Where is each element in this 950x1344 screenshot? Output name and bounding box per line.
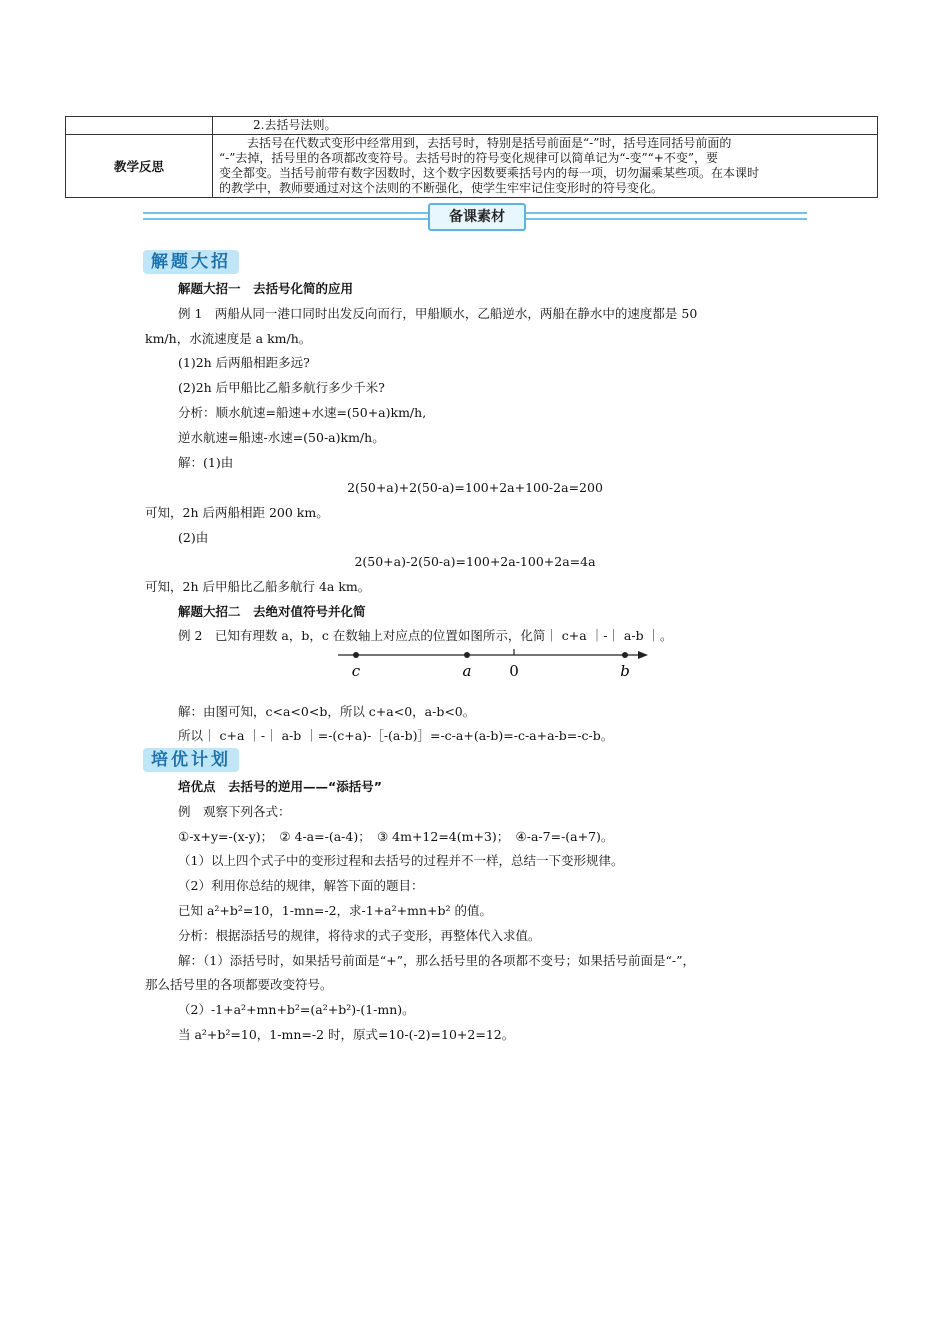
question2: (2)2h 后甲船比乙船多航行多少千米? [178,380,385,395]
analysis-line2: 逆水航速=船速-水速=(50-a)km/h。 [178,430,385,445]
advanced-question1: （1）以上四个式子中的变形过程和去括号的过程并不一样，总结一下变形规律。 [178,853,624,868]
result2: 可知，2h 后甲船比乙船多航行 4a km。 [145,579,371,594]
advanced-example: 例 观察下列各式： [178,804,291,819]
solution3: 解：由图可知，c<a<0<b，所以 c+a<0，a-b<0。 [178,704,476,719]
reflection-label: 教学反思 [66,135,213,198]
banner-title: 备课素材 [428,203,526,231]
equation1: 2(50+a)+2(50-a)=100+2a+100-2a=200 [347,480,603,495]
advanced-solution1: 解：（1）添括号时，如果括号前面是“+”，那么括号里的各项都不变号；如果括号前面是“-”， [178,953,695,968]
section-tag-tips: 解题大招 [143,250,239,274]
table-row1-text: 2.去括号法则。 [213,117,878,135]
solution1-intro: 解：(1)由 [178,455,234,470]
method1-title: 解题大招一 去括号化简的应用 [178,281,354,296]
advanced-solution2: 那么括号里的各项都要改变符号。 [145,977,333,992]
reflection-table [65,116,878,198]
example1-line2: km/h，水流速度是 a km/h。 [145,331,312,346]
point-a [464,652,470,658]
advanced-question2: （2）利用你总结的规律，解答下面的题目： [178,878,424,893]
advanced-items: ①-x+y=-(x-y)； ② 4-a=-(a-4)； ③ 4m+12=4(m+3)； ④-a-7=-(a+7)。 [178,829,614,844]
example1-line1: 例 1 两船从同一港口同时出发反向而行，甲船顺水，乙船逆水，两船在静水中的速度都是 50 [178,306,698,321]
solution4: 所以｜ c+a ｜-｜ a-b ｜=-(c+a)-［-(a-b)］=-c-a+(a-b)=-c-a+a-b=-c-b。 [178,728,614,743]
method2-title: 解题大招二 去绝对值符号并化简 [178,604,366,619]
advanced-solution4: 当 a²+b²=10，1-mn=-2 时，原式=10-(-2)=10+2=12。 [178,1027,515,1042]
point-b [622,652,628,658]
advanced-given: 已知 a²+b²=10，1-mn=-2，求-1+a²+mn+b² 的值。 [178,903,492,918]
solution2-intro: (2)由 [178,530,209,545]
axis-arrow [638,651,648,659]
reflection-text: 去括号在代数式变形中经常用到，去括号时，特别是括号前面是“-”时，括号连同括号前面的 “-”去掉，括号里的各项都改变符号。去括号时的符号变化规律可以简单记为“-变”“+不变”，要 变全都变。当括号前带有数字因数时，这个数字因数要乘括号内的每一项，切勿漏乘某些项。在本课时 的教学中，教师要通过对这个法则的不断强化，使学生牢牢记住变形时的符号变化。 [213,135,878,198]
advanced-solution3: （2）-1+a²+mn+b²=(a²+b²)-(1-mn)。 [178,1002,415,1017]
example2: 例 2 已知有理数 a，b，c 在数轴上对应点的位置如图所示，化简｜ c+a ｜-｜ a-b ｜。 [178,628,673,643]
result1: 可知，2h 后两船相距 200 km。 [145,505,329,520]
number-line [330,643,660,683]
label-a: a [462,662,472,680]
advanced-title: 培优点 去括号的逆用——“添括号” [178,779,382,794]
label-c: c [351,662,361,680]
advanced-analysis: 分析：根据添括号的规律，将待求的式子变形，再整体代入求值。 [178,928,541,943]
analysis-line1: 分析：顺水航速=船速+水速=(50+a)km/h, [178,405,427,420]
equation2: 2(50+a)-2(50-a)=100+2a-100+2a=4a [354,554,596,569]
label-zero: 0 [509,662,519,680]
question1: (1)2h 后两船相距多远? [178,355,310,370]
section-tag-advanced: 培优计划 [143,748,239,772]
label-b: b [620,662,630,680]
point-c [353,652,359,658]
section-banner [143,203,807,229]
